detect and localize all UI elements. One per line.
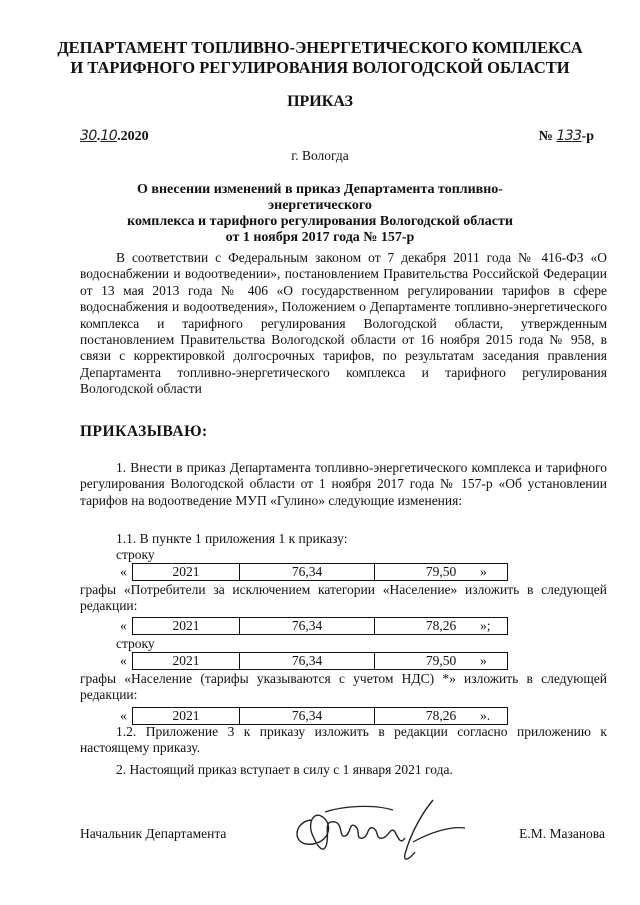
- tariff-value-first-half: 76,34: [240, 653, 375, 670]
- preamble-paragraph: В соответствии с Федеральным законом от 7 декабря 2011 года № 416-ФЗ «О водоснабжении и водоотведении», постановлением Правительства Российской Федерации от 13 мая 2013 года № 406 «О государственном регулировании тарифов в сфере водоснабжения и водоотведения», Положением о Департаменте топливно-энергетического комплекса и тарифного регулирования Вологодской области, утвержденным постановлением Правительства Вологодской области от 16 ноября 2015 года № 958, в связи с корректировкой долгосрочных тарифов, по результатам заседания правления Департамента топливно-энергетического комплекса и тарифного регулирования Вологодской области: [80, 250, 607, 397]
- signature-stroke-right: [405, 800, 433, 859]
- tariff-row-3: [132, 652, 508, 670]
- date-sep: .: [96, 129, 101, 144]
- department-header-line1: ДЕПАРТАМЕНТ ТОПЛИВНО-ЭНЕРГЕТИЧЕСКОГО КОМПЛЕКСА: [57, 38, 583, 57]
- signature-stroke-tail: [413, 828, 465, 842]
- graf-1-paragraph: графы «Потребители за исключением категории «Население» изложить в следующей редакции:: [80, 582, 607, 614]
- row-label-1: строку: [116, 547, 155, 562]
- open-quote: «: [120, 653, 127, 668]
- signature-stroke-top: [325, 806, 393, 812]
- tariff-row-4: [132, 707, 508, 725]
- tariff-value-first-half: 76,34: [240, 708, 375, 725]
- tariff-value-second-half: 78,26: [375, 618, 508, 635]
- tariff-row-2: [132, 617, 508, 635]
- document-date: [80, 128, 149, 145]
- tariff-year: 2021: [133, 653, 240, 670]
- document-subject: [100, 182, 540, 246]
- row-label-2: строку: [116, 636, 155, 651]
- open-quote: «: [120, 564, 127, 579]
- city: г. Вологда: [291, 148, 349, 163]
- number-value: 133: [556, 128, 582, 144]
- subject-line3: от 1 ноября 2017 года № 157-р: [225, 230, 415, 245]
- graf-2-paragraph: графы «Население (тарифы указываются с учетом НДС) *» изложить в следующей редакции:: [80, 671, 607, 703]
- signature-stroke-main: [297, 815, 405, 849]
- document-type: ПРИКАЗ: [287, 93, 353, 110]
- close-quote: »: [480, 653, 487, 668]
- tariff-year: 2021: [133, 564, 240, 581]
- department-header-line2: И ТАРИФНОГО РЕГУЛИРОВАНИЯ ВОЛОГОДСКОЙ ОБЛАСТИ: [70, 58, 570, 77]
- item-1-paragraph: 1. Внести в приказ Департамента топливно-энергетического комплекса и тарифного регулирования Вологодской области от 1 ноября 2017 года № 157-р «Об установлении тарифов на водоотведение МУП «Гулино» следующие изменения:: [80, 460, 607, 508]
- close-quote: »: [480, 564, 487, 579]
- signatory-position: Начальник Департамента: [80, 826, 227, 841]
- item-1-1: 1.1. В пункте 1 приложения 1 к приказу:: [116, 531, 348, 546]
- open-quote: «: [120, 708, 127, 723]
- signature-drawing: [283, 792, 473, 867]
- date-day: 30: [80, 128, 97, 144]
- tariff-value-second-half: 79,50: [375, 653, 508, 670]
- department-header: [0, 38, 640, 78]
- signatory-name: Е.М. Мазанова: [519, 826, 605, 841]
- item-1-2-paragraph: 1.2. Приложение 3 к приказу изложить в редакции согласно приложению к настоящему приказу.: [80, 724, 607, 756]
- number-suffix: -р: [581, 129, 594, 144]
- date-month: 10: [100, 128, 118, 144]
- tariff-value-first-half: 76,34: [240, 618, 375, 635]
- tariff-year: 2021: [133, 708, 240, 725]
- tariff-value-first-half: 76,34: [240, 564, 375, 581]
- handwritten-signature: [283, 792, 473, 872]
- subject-line2: комплекса и тарифного регулирования Вологодской области: [127, 214, 513, 229]
- item-2-paragraph: 2. Настоящий приказ вступает в силу с 1 января 2021 года.: [116, 762, 453, 777]
- tariff-value-second-half: 79,50: [375, 564, 508, 581]
- date-year: .2020: [117, 129, 149, 144]
- document-number: [539, 128, 594, 145]
- tariff-value-second-half: 78,26: [375, 708, 508, 725]
- subject-line1: О внесении изменений в приказ Департамента топливно-энергетического: [137, 182, 503, 213]
- open-quote: «: [120, 618, 127, 633]
- number-prefix: №: [538, 129, 553, 144]
- tariff-row-1: [132, 563, 508, 581]
- close-quote: »;: [480, 618, 491, 633]
- order-word: ПРИКАЗЫВАЮ:: [80, 423, 208, 440]
- tariff-year: 2021: [133, 618, 240, 635]
- close-quote: ».: [480, 708, 491, 723]
